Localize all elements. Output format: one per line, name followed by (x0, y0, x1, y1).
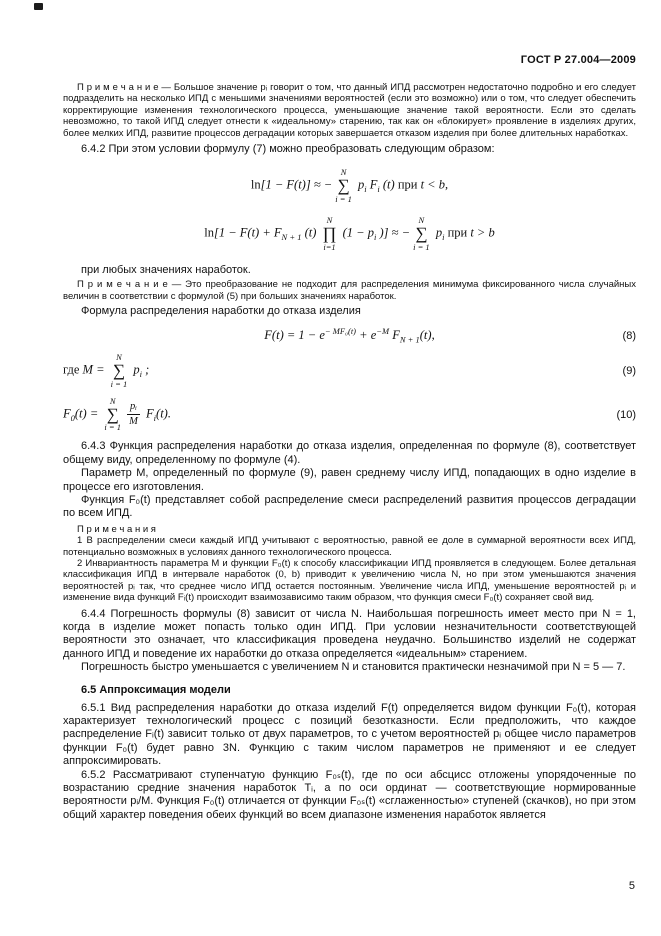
formula-8-number: (8) (622, 329, 636, 342)
doc-number: ГОСТ Р 27.004—2009 (520, 54, 636, 66)
formula-8-row (63, 326, 636, 345)
paragraph-642: 6.4.2 При этом условии формулу (7) можно преобразовать следующим образом: (81, 142, 495, 155)
scan-artifact (34, 3, 43, 10)
doc-header (63, 54, 636, 66)
page-number: 5 (628, 880, 635, 892)
paragraph-formula-intro: Формула распределения наработки до отказа изделия (81, 304, 361, 317)
formula-9-number: (9) (622, 364, 636, 377)
doc-body (63, 82, 636, 822)
paragraph-652: 6.5.2 Рассматривают ступенчатую функцию F₀ₛ(t), где по оси абсцисс отложены упорядоченные по возрастанию средние значения наработок Tᵢ, а по оси ординат — соответствующие нормированные вероятности pᵢ/M. Функция F₀(t) отличается от функции F₀ₛ(t) «сглаженностью» ступеней (скачков), но при этом общий характер поведения обеих функций во всем диапазоне изменения наработок является (63, 768, 636, 821)
notes-header: П р и м е ч а н и я (77, 523, 156, 535)
formula-7b: $\ln[1 - F(t) + F_{N + 1}$ (t) N ∏ i=1 ($1 - p_i$ )] ≈ − N ∑ i = 1 $p_i$ при t > b (204, 215, 495, 252)
paragraph-644b: Погрешность быстро уменьшается с увеличением N и становится практически незначимой при N = 5 — 7. (81, 661, 626, 674)
note-transform: П р и м е ч а н и е — Это преобразование не подходит для распределения минимума фиксированного числа случайных величин в соответствии с формулой (5) при больших значениях наработок. (63, 279, 636, 302)
formula-10-row (63, 397, 636, 433)
note-paragraph-641: П р и м е ч а н и е — Большое значение pᵢ говорит о том, что данный ИПД рассмотрен недостаточно подробно и его следует подразделить на несколько ИПД с меньшими значениями вероятностей (если это возможно) или о том, что следует обеспечить корректирующие изменения технологического процесса, уменьшающие значение такой вероятности. Если это сделать невозможно, то такой ИПД следует отнести к «идеальному» старению, так как он «блокирует» проявление в изделиях других, более мелких ИПД, развитие процессов деградации которых завершается отказом изделия при более длительных наработках. (63, 82, 636, 139)
formula-9: где M = N ∑ i = 1 $p_i$ ; (63, 351, 150, 389)
formula-8: $F(t) = 1 - e^{- MF_0(t)} + e^{-M}$ $F_{N + 1}(t)$, (264, 326, 435, 345)
formula-10-number: (10) (616, 408, 636, 421)
formula-10: $F_0(t)$ = N ∑ i = 1 $\frac{\text{pᵢ}}{M}$ $F_i(t)$. (63, 395, 171, 433)
note-item-2: 2 Инвариантность параметра M и функции F₀(t) к способу классификации ИПД проявляется в следующем. Более детальная классификация ИПД в интервале наработок (0, b) приводит к увеличению числа N, но при этом уменьшаются значения вероятностей pᵢ так, что среднее число ИПД остается постоянным. Увеличение числа ИПД, уменьшение вероятностей pᵢ и изменение вида функций Fᵢ(t) происходит взаимозависимо таким образом, что функция смеси F₀(t) сохраняет свой вид. (63, 557, 636, 604)
paragraph-644a: 6.4.4 Погрешность формулы (8) зависит от числа N. Наибольшая погрешность имеет место при N = 1, когда в изделие может попасть только один ИПД. При условии незначительности соответствующей вероятности это означает, что классификация проведена неудачно. Большинство изделий не содержат данного ИПД и поведение их наработки до отказа определяется «идеальным» старением. (63, 607, 636, 660)
paragraph-643c: Функция F₀(t) представляет собой распределение смеси распределений развития процессов деградации по всем ИПД. (63, 493, 636, 520)
section-heading-65: 6.5 Аппроксимация модели (81, 683, 231, 696)
paragraph-643b: Параметр M, определенный по формуле (9), равен среднему числу ИПД, попадающих в одно изделие в процессе его изготовления. (63, 467, 636, 493)
paragraph-651: 6.5.1 Вид распределения наработки до отказа изделий F(t) определяется видом функции F₀(t), которая характеризует технологический процесс с позиций безотказности. Если предположить, что каждое распределение Fᵢ(t) зависит только от двух параметров, то с учетом вероятностей pᵢ общее число параметров функции F₀(t) будет равно 3N. Функцию с таким числом параметров не применяют и ее следует аппроксимировать. (63, 701, 636, 768)
paragraph-643a: 6.4.3 Функция распределения наработки до отказа изделия, определенная по формуле (8), соответствует общему виду, определенному по формуле (4). (63, 440, 636, 466)
formula-9-row (63, 353, 636, 389)
note-item-1: 1 В распределении смеси каждый ИПД учитывают с вероятностью, равной ее доле в суммарной вероятности всех ИПД, потенциально возможных в условиях данного технологического процесса. (63, 535, 636, 558)
paragraph-any-values: при любых значениях наработок. (81, 263, 251, 276)
formula-7a: ln[1 − F(t)] ≈ − N ∑ i = 1 $p_i$ $F_i$ (t) при t < b, (250, 167, 449, 205)
doc-footer (629, 880, 635, 892)
